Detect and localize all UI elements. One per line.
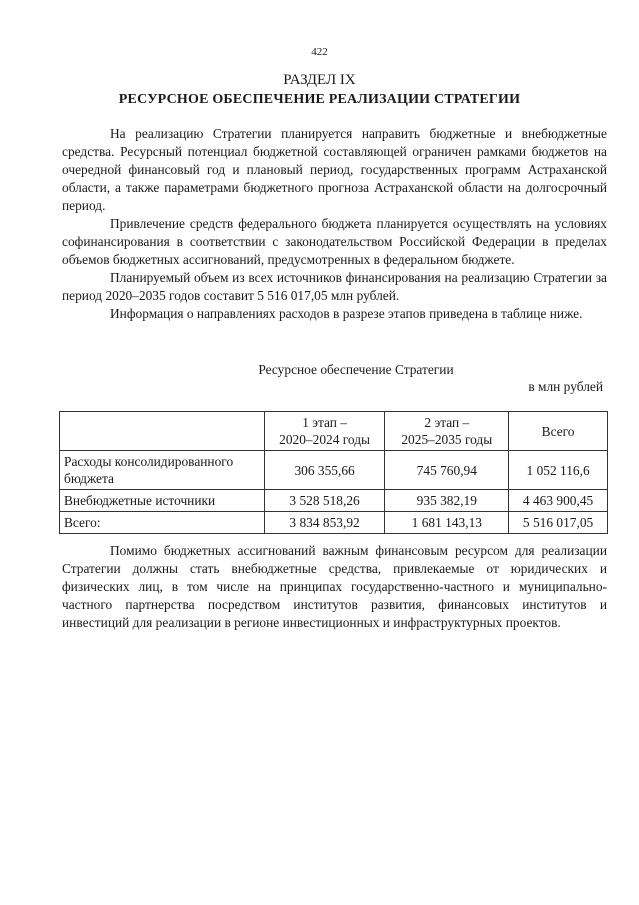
table-row (60, 490, 608, 512)
table-row (60, 512, 608, 534)
section-label: РАЗДЕЛ IX (283, 72, 356, 88)
row-label: Расходы консолидированного бюджета (60, 451, 265, 490)
paragraph: На реализацию Стратегии планируется направить бюджетные и внебюджетные средства. Ресурсный потенциал бюджетной составляющей ограничен рамками бюджетов на очередной финансовый год и плановый период, государственных программ Астраханской области, а также параметрами бюджетного прогноза Астраханской области на долгосрочный период. (62, 126, 607, 213)
paragraph: Помимо бюджетных ассигнований важным финансовым ресурсом для реализации Стратегии должны стать внебюджетные средства, привлекаемые от юридических и физических лиц, в том числе на принципах государственно-частного и муниципально-частного партнерства посредством институтов развития, финансовых институтов и инвестиций для реализации в регионе инвестиционных и инфраструктурных проектов. (62, 543, 607, 630)
stage-1-value: 306 355,66 (264, 451, 385, 490)
header-stage-1 (264, 412, 385, 451)
stage-1-value: 3 834 853,92 (264, 512, 385, 534)
section-title: РЕСУРСНОЕ ОБЕСПЕЧЕНИЕ РЕАЛИЗАЦИИ СТРАТЕГИИ (118, 92, 521, 107)
total-value: 1 052 116,6 (509, 451, 608, 490)
page-number: 422 (311, 46, 328, 58)
table-caption: Ресурсное обеспечение Стратегии (258, 362, 454, 377)
row-label: Всего: (60, 512, 265, 534)
header-empty-cell (60, 412, 265, 451)
stage-2-value: 1 681 143,13 (385, 512, 509, 534)
stage-1-value: 3 528 518,26 (264, 490, 385, 512)
total-value: 4 463 900,45 (509, 490, 608, 512)
row-label: Внебюджетные источники (60, 490, 265, 512)
header-stage-1-name: 1 этап – (302, 415, 347, 430)
table-row (60, 451, 608, 490)
resource-table (59, 411, 608, 534)
closing-text-block (62, 542, 607, 632)
intro-text-block (62, 125, 607, 323)
header-stage-1-years: 2020–2024 годы (279, 432, 371, 447)
paragraph: Планируемый объем из всех источников финансирования на реализацию Стратегии за период 2020–2035 годов составит 5 516 017,05 млн рублей. (62, 270, 607, 303)
paragraph: Привлечение средств федерального бюджета планируется осуществлять на условиях софинансирования в соответствии с законодательством Российской Федерации в пределах объемов бюджетных ассигнований, предусмотренных в федеральном бюджете. (62, 216, 607, 267)
header-stage-2 (385, 412, 509, 451)
total-value: 5 516 017,05 (509, 512, 608, 534)
stage-2-value: 935 382,19 (385, 490, 509, 512)
table-header-row (60, 412, 608, 451)
header-stage-2-years: 2025–2035 годы (401, 432, 493, 447)
paragraph: Информация о направлениях расходов в разрезе этапов приведена в таблице ниже. (110, 306, 583, 321)
header-total: Всего (509, 412, 608, 451)
stage-2-value: 745 760,94 (385, 451, 509, 490)
header-stage-2-name: 2 этап – (424, 415, 470, 430)
table-unit: в млн рублей (528, 379, 603, 394)
